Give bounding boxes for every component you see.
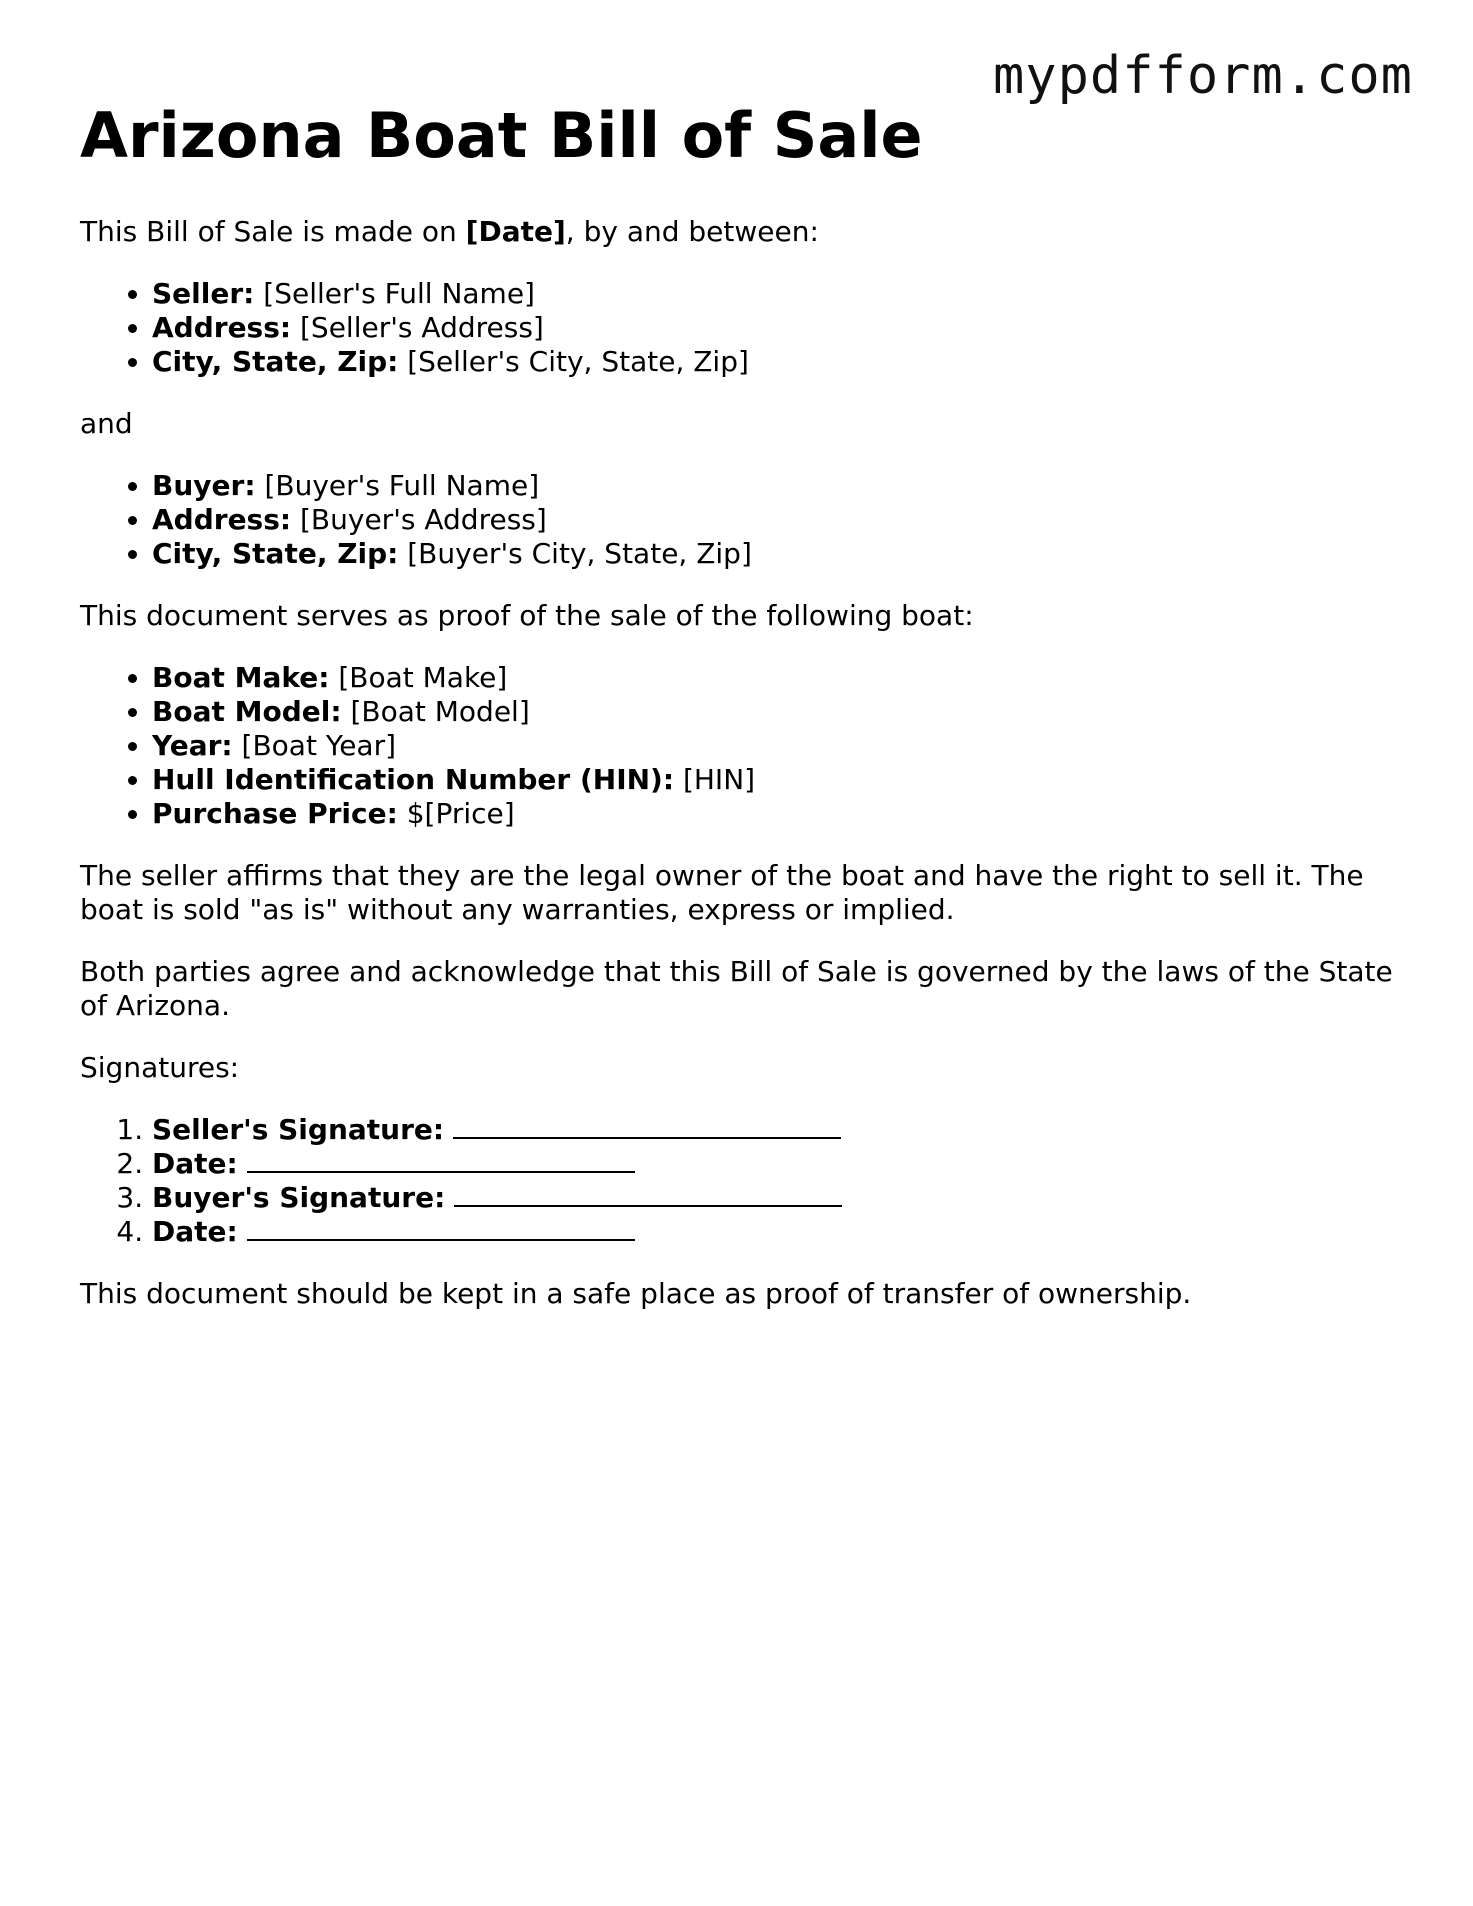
boat-price-value: $[Price]: [406, 797, 515, 830]
list-item: [152, 729, 1400, 763]
intro-prefix: This Bill of Sale is made on: [80, 215, 466, 248]
watermark: mypdfform.com: [993, 46, 1413, 106]
and-text: and: [80, 407, 133, 440]
boat-year-label: Year:: [152, 729, 233, 762]
list-item: [152, 797, 1400, 831]
boat-price-label: Purchase Price:: [152, 797, 398, 830]
seller-name-value: [Seller's Full Name]: [263, 277, 535, 310]
intro-suffix: , by and between:: [565, 215, 819, 248]
buyer-signature-label: Buyer's Signature:: [152, 1181, 446, 1214]
list-item: [152, 537, 1400, 571]
seller-date-line[interactable]: [247, 1147, 635, 1173]
list-item: [152, 345, 1400, 379]
seller-city-value: [Seller's City, State, Zip]: [407, 345, 749, 378]
signature-list: [80, 1113, 1400, 1249]
affirmation-paragraph: The seller affirms that they are the legal owner of the boat and have the right to sell it. The boat is sold "as is" without any warranties, express or implied.: [80, 859, 1364, 926]
seller-signature-line[interactable]: [453, 1113, 841, 1139]
list-item: [152, 661, 1400, 695]
seller-city-label: City, State, Zip:: [152, 345, 399, 378]
buyer-date-line[interactable]: [247, 1215, 635, 1241]
list-item: [152, 1147, 1400, 1181]
list-item: [152, 277, 1400, 311]
intro-paragraph: [80, 215, 1400, 249]
boat-make-value: [Boat Make]: [338, 661, 508, 694]
boat-list: [80, 661, 1400, 831]
list-item: [152, 1113, 1400, 1147]
list-item: [152, 1181, 1400, 1215]
boat-model-label: Boat Model:: [152, 695, 342, 728]
intro-date: [Date]: [465, 215, 566, 248]
seller-address-value: [Seller's Address]: [300, 311, 544, 344]
boat-make-label: Boat Make:: [152, 661, 330, 694]
buyer-signature-line[interactable]: [454, 1181, 842, 1207]
boat-intro: This document serves as proof of the sale of the following boat:: [80, 599, 974, 632]
list-item: [152, 503, 1400, 537]
buyer-city-label: City, State, Zip:: [152, 537, 399, 570]
document-body: [80, 100, 1400, 1339]
seller-name-label: Seller:: [152, 277, 255, 310]
boat-model-value: [Boat Model]: [350, 695, 530, 728]
seller-signature-label: Seller's Signature:: [152, 1113, 445, 1146]
buyer-name-value: [Buyer's Full Name]: [264, 469, 540, 502]
buyer-name-label: Buyer:: [152, 469, 256, 502]
document-title: Arizona Boat Bill of Sale: [80, 99, 923, 172]
closing-paragraph: This document should be kept in a safe place as proof of transfer of ownership.: [80, 1277, 1192, 1310]
boat-hin-value: [HIN]: [682, 763, 756, 796]
buyer-city-value: [Buyer's City, State, Zip]: [407, 537, 752, 570]
list-item: [152, 311, 1400, 345]
boat-hin-label: Hull Identification Number (HIN):: [152, 763, 675, 796]
governing-law-paragraph: Both parties agree and acknowledge that this Bill of Sale is governed by the laws of the State of Arizona.: [80, 955, 1393, 1022]
seller-address-label: Address:: [152, 311, 292, 344]
buyer-date-label: Date:: [152, 1215, 238, 1248]
list-item: [152, 469, 1400, 503]
buyer-address-label: Address:: [152, 503, 292, 536]
seller-date-label: Date:: [152, 1147, 238, 1180]
buyer-address-value: [Buyer's Address]: [300, 503, 547, 536]
boat-year-value: [Boat Year]: [241, 729, 397, 762]
list-item: [152, 695, 1400, 729]
list-item: [152, 1215, 1400, 1249]
list-item: [152, 763, 1400, 797]
seller-list: [80, 277, 1400, 379]
buyer-list: [80, 469, 1400, 571]
signatures-heading: Signatures:: [80, 1051, 240, 1084]
